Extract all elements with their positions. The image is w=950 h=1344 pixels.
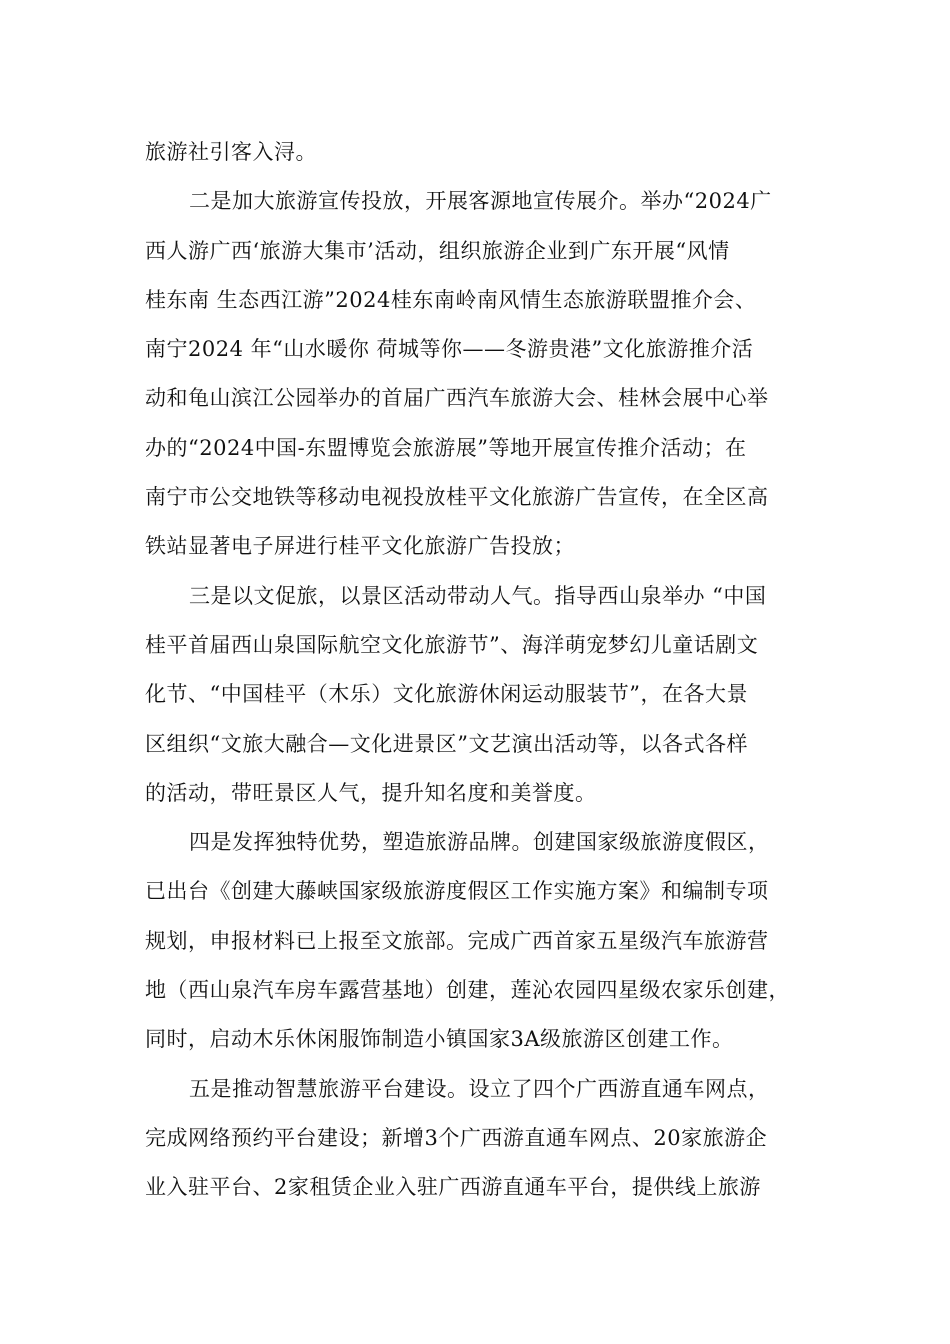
- text-line: 铁站显著电子屏进行桂平文化旅游广告投放；: [145, 534, 575, 559]
- text-line: 已出台《创建大藤峡国家级旅游度假区工作实施方案》和编制专项: [145, 879, 769, 904]
- text-line: 南宁市公交地铁等移动电视投放桂平文化旅游广告宣传，在全区高: [145, 485, 769, 510]
- paragraph-first-line: 五是推动智慧旅游平台建设。设立了四个广西游直通车网点，: [189, 1076, 770, 1101]
- paragraph-first-line: 二是加大旅游宣传投放，开展客源地宣传展介。举办“2024广: [189, 189, 772, 214]
- text-line: 地（西山泉汽车房车露营基地）创建，莲沁农园四星级农家乐创建，: [145, 978, 790, 1003]
- paragraph-first-line: 三是以文促旅，以景区活动带动人气。指导西山泉举办 “中国: [189, 583, 767, 608]
- text-line: 规划，申报材料已上报至文旅部。完成广西首家五星级汽车旅游营: [145, 928, 769, 953]
- text-line: 旅游社引客入浔。: [145, 140, 317, 164]
- text-line: 西人游广西‘旅游大集市’活动，组织旅游企业到广东开展“风情: [145, 238, 730, 263]
- text-line: 南宁2024 年“山水暖你 荷城等你——冬游贵港”文化旅游推介活: [145, 337, 754, 362]
- text-line: 化节、“中国桂平（木乐）文化旅游休闲运动服装节”，在各大景: [145, 682, 748, 707]
- text-line: 同时，启动木乐休闲服饰制造小镇国家3A级旅游区创建工作。: [145, 1027, 734, 1052]
- body-text: [145, 128, 810, 1213]
- text-line: 完成网络预约平台建设；新增3个广西游直通车网点、20家旅游企: [145, 1125, 768, 1150]
- text-line: 桂东南 生态西江游”2024桂东南岭南风情生态旅游联盟推介会、: [145, 287, 757, 312]
- text-line: 办的“2024中国-东盟博览会旅游展”等地开展宣传推介活动；在: [145, 435, 747, 460]
- text-line: 业入驻平台、2家租赁企业入驻广西游直通车平台，提供线上旅游: [145, 1175, 761, 1200]
- text-line: 桂平首届西山泉国际航空文化旅游节”、海洋萌宠梦幻儿童话剧文: [145, 632, 759, 657]
- text-line: 的活动，带旺景区人气，提升知名度和美誉度。: [145, 780, 597, 805]
- text-line: 区组织“文旅大融合—文化进景区”文艺演出活动等，以各式各样: [145, 731, 748, 756]
- paragraph-first-line: 四是发挥独特优势，塑造旅游品牌。创建国家级旅游度假区，: [189, 830, 770, 855]
- text-line: 动和龟山滨江公园举办的首届广西汽车旅游大会、桂林会展中心举: [145, 386, 769, 411]
